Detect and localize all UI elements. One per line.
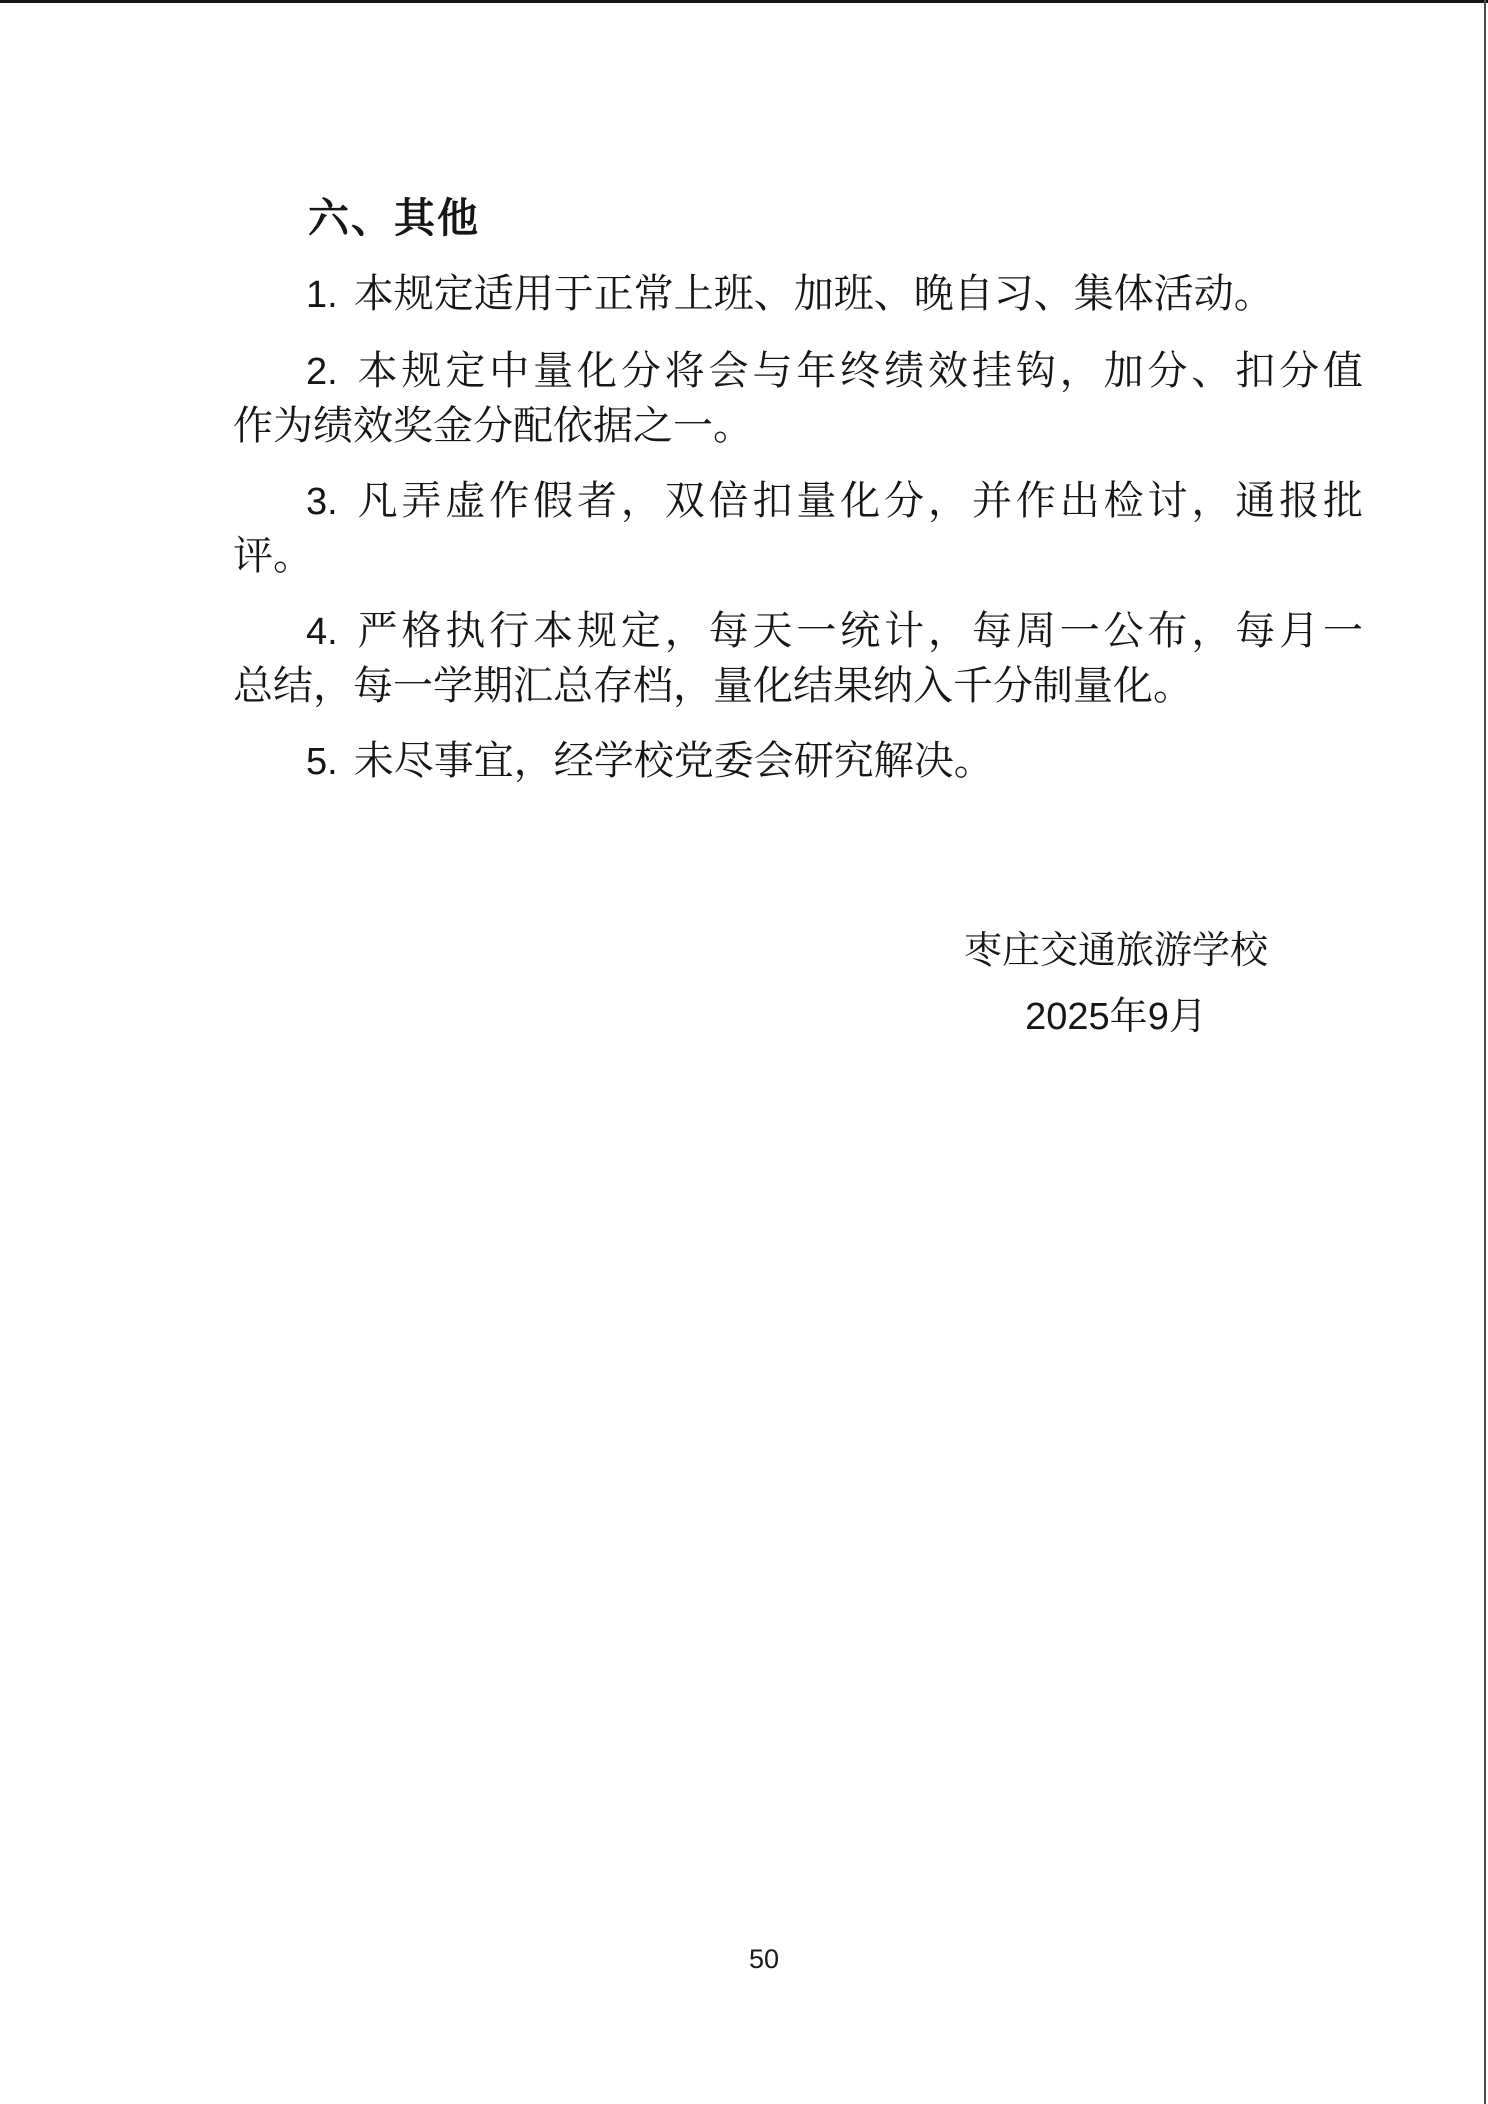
- paragraph-line: [233, 734, 1363, 789]
- paragraph-line: 总结，每一学期汇总存档，量化结果纳入千分制量化。: [233, 663, 1193, 708]
- document-body: [233, 192, 1363, 1038]
- page-number: 50: [748, 1944, 780, 1974]
- paragraph-line: [233, 344, 1363, 399]
- item-number: 2.: [306, 351, 338, 393]
- paragraph-text: 未尽事宜，经学校党委会研究解决。: [353, 738, 994, 783]
- paragraph-text: 严格执行本规定，每天一统计，每周一公布，每月一: [353, 608, 1363, 653]
- paragraph-text: 凡弄虚作假者，双倍扣量化分，并作出检讨，通报批: [353, 478, 1363, 523]
- paragraph-line: 评。: [233, 533, 313, 578]
- paragraph-text: 本规定中量化分将会与年终绩效挂钩，加分、扣分值: [353, 348, 1363, 393]
- item-number: 4.: [306, 611, 338, 653]
- signature-date: [964, 996, 1268, 1038]
- paragraph-line: [233, 604, 1363, 659]
- item-number: 1.: [306, 274, 338, 316]
- numbered-paragraph-2: [233, 344, 1363, 452]
- scan-edge-right-line: [1484, 0, 1486, 2104]
- signature-date-month: 9: [1147, 996, 1169, 1038]
- paragraph-text: 本规定适用于正常上班、加班、晚自习、集体活动。: [353, 271, 1274, 316]
- section-heading: 六、其他: [308, 195, 480, 241]
- signature-date-year: 2025: [1025, 996, 1110, 1038]
- signature-school-name: 枣庄交通旅游学校: [963, 930, 1268, 972]
- item-number: 5.: [306, 741, 338, 783]
- paragraph-line: [233, 267, 1363, 322]
- numbered-paragraph-3: [233, 474, 1363, 582]
- signature-date-month-suffix: 月: [1168, 996, 1207, 1038]
- paragraph-line: [233, 474, 1363, 529]
- signature-date-year-suffix: 年: [1109, 996, 1148, 1038]
- numbered-paragraph-4: [233, 604, 1363, 712]
- scan-edge-top-line: [0, 0, 1488, 3]
- numbered-paragraph-1: [233, 267, 1363, 322]
- item-number: 3.: [306, 481, 338, 523]
- numbered-paragraph-5: [233, 734, 1363, 789]
- paragraph-line: 作为绩效奖金分配依据之一。: [233, 403, 753, 448]
- signature-block: [964, 930, 1268, 1038]
